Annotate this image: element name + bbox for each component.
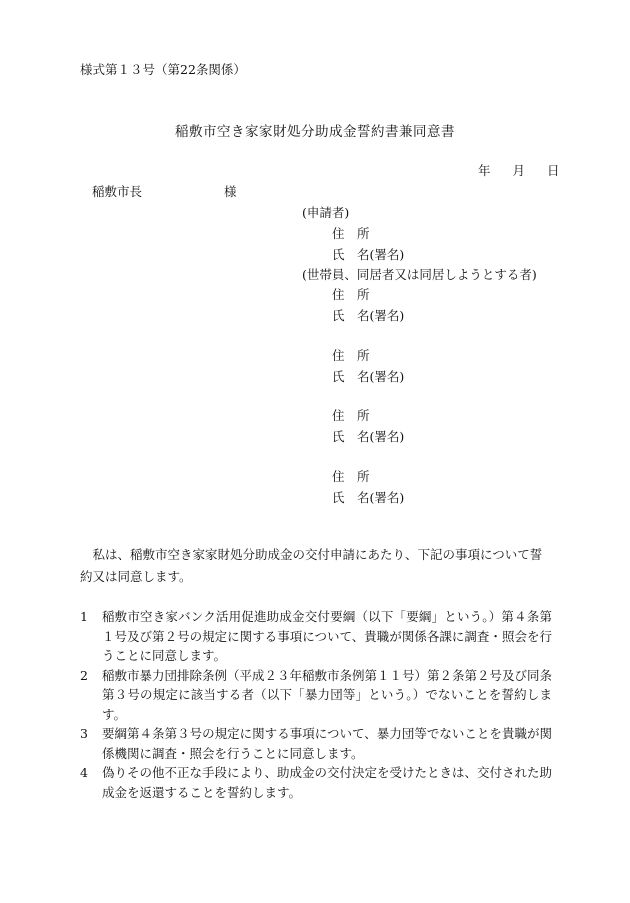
household-member-1-address-label: 住 所 (332, 287, 370, 302)
list-item-text: 要綱第４条第３号の規定に関する事項について、暴力団等でないことを貴職が関係機関に調査・照会を行うことに同意します。 (102, 726, 552, 761)
household-member-2-address-label: 住 所 (332, 348, 370, 363)
form-number: 様式第１３号（第22条関係） (80, 62, 246, 77)
addressee-name: 稲敷市長 (92, 184, 143, 199)
applicant-heading: (申請者) (302, 205, 350, 220)
addressee (92, 184, 237, 200)
date-year-label: 年 (478, 163, 491, 178)
list-item-number: 2 (80, 667, 88, 683)
addressee-honorific: 様 (224, 184, 237, 199)
list-item (80, 724, 552, 763)
household-member-1-name-label: 氏 名(署名) (332, 308, 405, 323)
list-item-number: 1 (80, 609, 88, 624)
household-member-4-address-label: 住 所 (332, 469, 370, 484)
list-item (80, 607, 552, 666)
date-day-label: 日 (546, 163, 560, 178)
list-item (80, 763, 552, 802)
intro-paragraph: 私は、稲敷市空き家家財処分助成金の交付申請にあたり、下記の事項について誓約又は同意します。 (80, 547, 543, 584)
date-line (478, 163, 559, 179)
applicant-name-label: 氏 名(署名) (332, 247, 405, 262)
list-item-number: 4 (80, 765, 88, 780)
household-member-3-address-label: 住 所 (332, 408, 370, 423)
pledge-list (80, 607, 552, 802)
document-title: 稲敷市空き家家財処分助成金誓約書兼同意書 (175, 124, 455, 140)
list-item-number: 3 (80, 726, 88, 741)
applicant-address-label: 住 所 (332, 226, 370, 241)
household-member-3-name-label: 氏 名(署名) (332, 429, 405, 444)
household-heading: (世帯員、同居者又は同居しようとする者) (302, 267, 537, 282)
date-month-label: 月 (512, 163, 525, 178)
household-member-2-name-label: 氏 名(署名) (332, 369, 405, 384)
list-item-text: 稲敷市暴力団排除条例（平成２３年稲敷市条例第１１号）第２条第２号及び同条第３号の規定に該当する者（以下「暴力団等」という。）でないことを誓約します。 (102, 667, 553, 722)
household-member-4-name-label: 氏 名(署名) (332, 490, 405, 505)
list-item-text: 稲敷市空き家バンク活用促進助成金交付要綱（以下「要綱」という。）第４条第１号及び第２号の規定に関する事項について、貴職が関係各課に調査・照会を行うことに同意します。 (102, 609, 552, 663)
list-item (80, 666, 552, 725)
list-item-text: 偽りその他不正な手段により、助成金の交付決定を受けたときは、交付された助成金を返還することを誓約します。 (102, 765, 553, 800)
